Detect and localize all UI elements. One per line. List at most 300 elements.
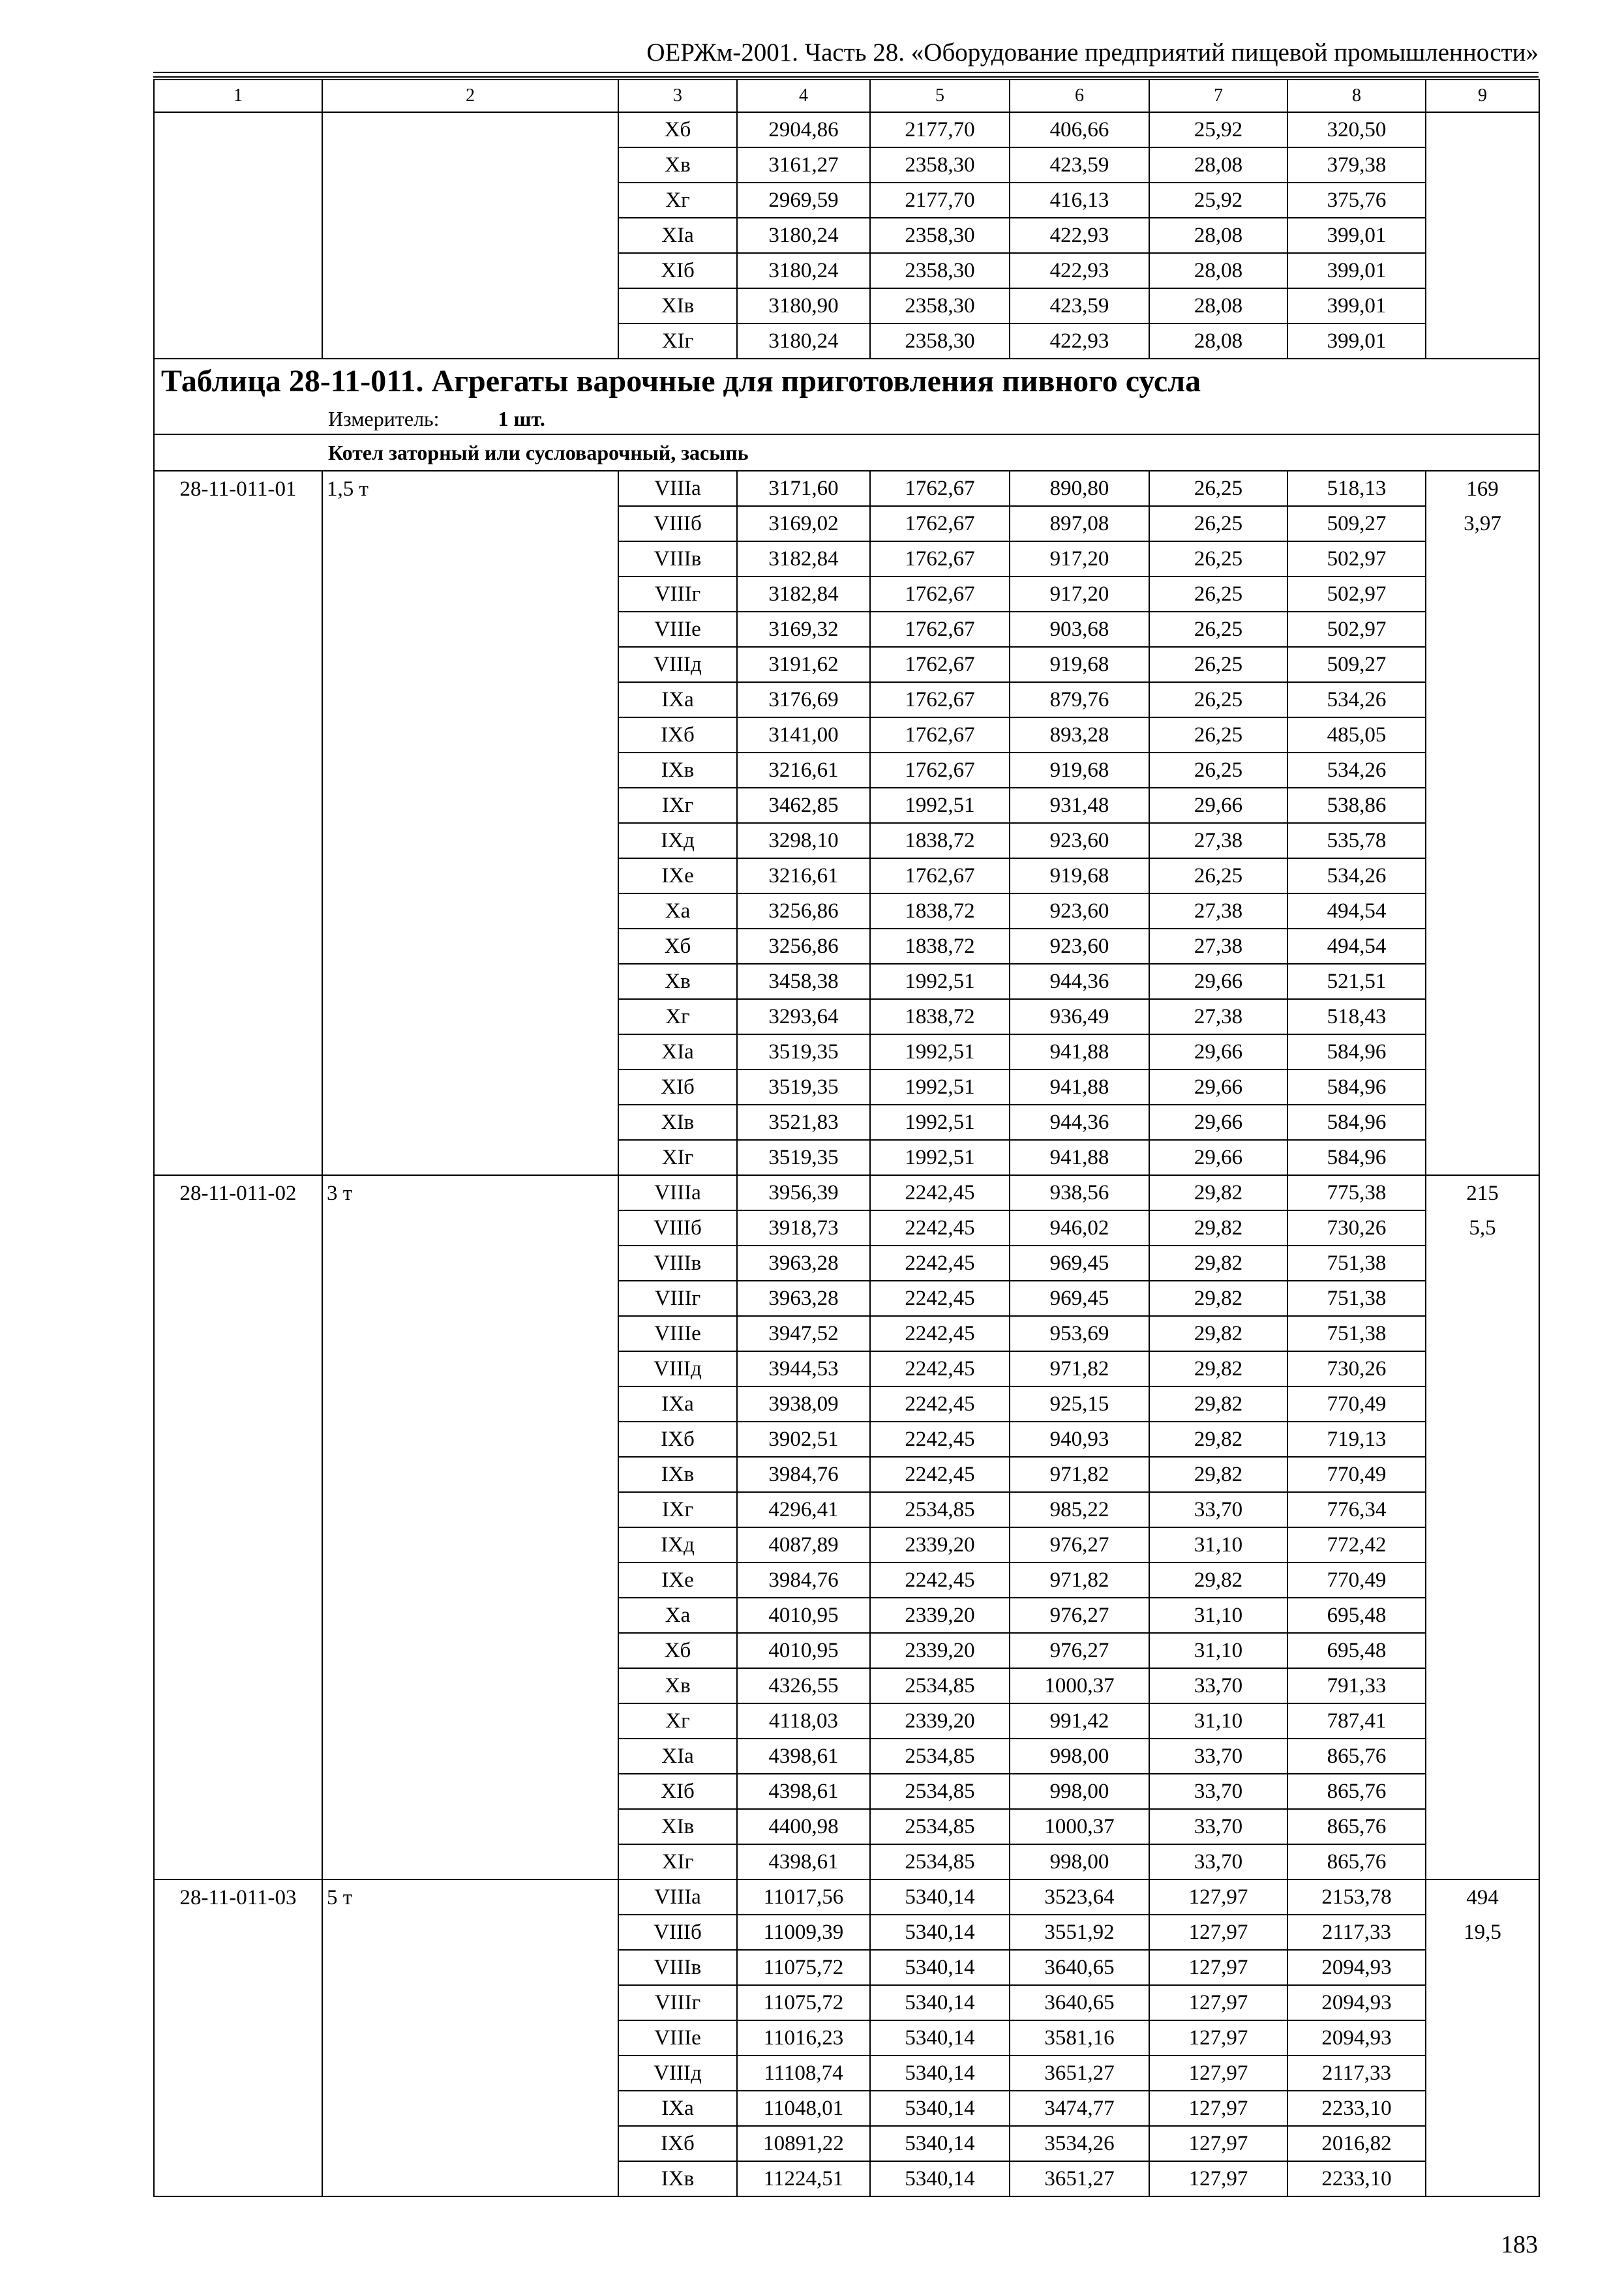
col9-cell: [1426, 1985, 1539, 2020]
value-cell: 509,27: [1287, 506, 1426, 541]
value-cell: 28,08: [1149, 218, 1287, 253]
value-cell: 406,66: [1010, 112, 1149, 147]
value-cell: IХб: [618, 717, 737, 753]
table-row: [154, 823, 1539, 858]
value-cell: VIIIб: [618, 1210, 737, 1246]
value-cell: 26,25: [1149, 576, 1287, 612]
measure-cell: [154, 404, 1539, 434]
value-cell: 29,66: [1149, 964, 1287, 999]
code-cell: [154, 253, 322, 288]
value-cell: 998,00: [1010, 1774, 1149, 1809]
value-cell: 2339,20: [870, 1527, 1010, 1563]
value-cell: 29,66: [1149, 1070, 1287, 1105]
value-cell: 1762,67: [870, 612, 1010, 647]
value-cell: 998,00: [1010, 1739, 1149, 1774]
col9-cell: [1426, 858, 1539, 893]
desc-cell: [322, 1668, 618, 1703]
col9-cell: [1426, 1739, 1539, 1774]
code-cell: [154, 929, 322, 964]
value-cell: 33,70: [1149, 1492, 1287, 1527]
value-cell: 695,48: [1287, 1633, 1426, 1668]
code-cell: [154, 1668, 322, 1703]
measure-row: [154, 404, 1539, 434]
value-cell: 538,86: [1287, 788, 1426, 823]
value-cell: 3171,60: [737, 471, 870, 506]
table-row: [154, 1351, 1539, 1386]
col9-cell: 3,97: [1426, 506, 1539, 541]
value-cell: 936,49: [1010, 999, 1149, 1034]
value-cell: 26,25: [1149, 612, 1287, 647]
value-cell: 423,59: [1010, 147, 1149, 183]
value-cell: 2358,30: [870, 253, 1010, 288]
desc-cell: [322, 1457, 618, 1492]
value-cell: 26,25: [1149, 717, 1287, 753]
value-cell: 879,76: [1010, 682, 1149, 717]
code-cell: [154, 1774, 322, 1809]
value-cell: 534,26: [1287, 753, 1426, 788]
value-cell: 3519,35: [737, 1140, 870, 1175]
value-cell: IХб: [618, 1422, 737, 1457]
col9-cell: 19,5: [1426, 1915, 1539, 1950]
value-cell: 946,02: [1010, 1210, 1149, 1246]
value-cell: 2242,45: [870, 1422, 1010, 1457]
value-cell: 11017,56: [737, 1879, 870, 1915]
value-cell: 971,82: [1010, 1351, 1149, 1386]
desc-cell: [322, 1739, 618, 1774]
table-row: [154, 682, 1539, 717]
column-number-cell: 5: [870, 80, 1010, 112]
value-cell: VIIIв: [618, 1950, 737, 1985]
value-cell: Хб: [618, 929, 737, 964]
value-cell: 3521,83: [737, 1105, 870, 1140]
value-cell: 31,10: [1149, 1527, 1287, 1563]
desc-cell: [322, 964, 618, 999]
code-cell: [154, 1140, 322, 1175]
value-cell: 923,60: [1010, 823, 1149, 858]
value-cell: IХа: [618, 682, 737, 717]
value-cell: 2534,85: [870, 1739, 1010, 1774]
code-cell: [154, 823, 322, 858]
desc-cell: 3 т: [322, 1175, 618, 1210]
value-cell: 3216,61: [737, 753, 870, 788]
value-cell: 940,93: [1010, 1422, 1149, 1457]
value-cell: 3984,76: [737, 1563, 870, 1598]
value-cell: IХд: [618, 1527, 737, 1563]
value-cell: 127,97: [1149, 1879, 1287, 1915]
desc-cell: [322, 858, 618, 893]
value-cell: 2233,10: [1287, 2161, 1426, 2196]
value-cell: 28,08: [1149, 288, 1287, 323]
code-cell: [154, 1985, 322, 2020]
value-cell: 584,96: [1287, 1070, 1426, 1105]
value-cell: 2242,45: [870, 1563, 1010, 1598]
col9-cell: [1426, 112, 1539, 147]
value-cell: 890,80: [1010, 471, 1149, 506]
col9-cell: 169: [1426, 471, 1539, 506]
col9-cell: [1426, 1774, 1539, 1809]
value-cell: VIIIв: [618, 541, 737, 576]
value-cell: 127,97: [1149, 2020, 1287, 2056]
value-cell: 2177,70: [870, 112, 1010, 147]
value-cell: Хв: [618, 964, 737, 999]
code-cell: [154, 288, 322, 323]
value-cell: 2242,45: [870, 1316, 1010, 1351]
value-cell: VIIIг: [618, 1281, 737, 1316]
value-cell: 730,26: [1287, 1351, 1426, 1386]
value-cell: IХа: [618, 2091, 737, 2126]
value-cell: 3180,24: [737, 218, 870, 253]
value-cell: 1838,72: [870, 893, 1010, 929]
value-cell: 29,82: [1149, 1316, 1287, 1351]
value-cell: 1762,67: [870, 471, 1010, 506]
value-cell: 27,38: [1149, 823, 1287, 858]
value-cell: 3182,84: [737, 576, 870, 612]
value-cell: 775,38: [1287, 1175, 1426, 1210]
value-cell: 865,76: [1287, 1844, 1426, 1879]
value-cell: 1992,51: [870, 1070, 1010, 1105]
desc-cell: [322, 1703, 618, 1739]
value-cell: 379,38: [1287, 147, 1426, 183]
value-cell: 3169,02: [737, 506, 870, 541]
col9-cell: [1426, 929, 1539, 964]
value-cell: VIIIд: [618, 647, 737, 682]
table-row: [154, 1527, 1539, 1563]
value-cell: 2117,33: [1287, 1915, 1426, 1950]
table-row: [154, 1316, 1539, 1351]
value-cell: 3944,53: [737, 1351, 870, 1386]
value-cell: 26,25: [1149, 471, 1287, 506]
col9-cell: [1426, 1809, 1539, 1844]
code-cell: [154, 1527, 322, 1563]
value-cell: IХб: [618, 2126, 737, 2161]
table-row: [154, 288, 1539, 323]
desc-cell: [322, 753, 618, 788]
value-cell: 1838,72: [870, 999, 1010, 1034]
desc-cell: [322, 1140, 618, 1175]
col9-cell: [1426, 682, 1539, 717]
code-cell: [154, 1386, 322, 1422]
value-cell: 772,42: [1287, 1527, 1426, 1563]
code-cell: [154, 576, 322, 612]
value-cell: 4010,95: [737, 1598, 870, 1633]
value-cell: 3519,35: [737, 1034, 870, 1070]
value-cell: 770,49: [1287, 1457, 1426, 1492]
desc-cell: [322, 1105, 618, 1140]
table-row: [154, 2020, 1539, 2056]
subheading-row: [154, 434, 1539, 471]
value-cell: VIIIд: [618, 2056, 737, 2091]
col9-cell: [1426, 147, 1539, 183]
desc-cell: [322, 1844, 618, 1879]
value-cell: 584,96: [1287, 1140, 1426, 1175]
value-cell: 27,38: [1149, 929, 1287, 964]
code-cell: 28-11-011-02: [154, 1175, 322, 1210]
code-cell: [154, 753, 322, 788]
code-cell: [154, 218, 322, 253]
table-row: [154, 1703, 1539, 1739]
value-cell: 1000,37: [1010, 1809, 1149, 1844]
value-cell: 11108,74: [737, 2056, 870, 2091]
value-cell: 3984,76: [737, 1457, 870, 1492]
value-cell: 3956,39: [737, 1175, 870, 1210]
value-cell: 31,10: [1149, 1633, 1287, 1668]
table-row: [154, 1774, 1539, 1809]
value-cell: ХIг: [618, 1140, 737, 1175]
table-row: [154, 183, 1539, 218]
value-cell: 1992,51: [870, 1140, 1010, 1175]
value-cell: 33,70: [1149, 1739, 1287, 1774]
desc-cell: [322, 1598, 618, 1633]
value-cell: 3523,64: [1010, 1879, 1149, 1915]
col9-cell: [1426, 1386, 1539, 1422]
value-cell: 923,60: [1010, 929, 1149, 964]
code-cell: [154, 1950, 322, 1985]
col9-cell: [1426, 1633, 1539, 1668]
value-cell: 3474,77: [1010, 2091, 1149, 2126]
value-cell: 4326,55: [737, 1668, 870, 1703]
value-cell: 5340,14: [870, 1915, 1010, 1950]
table-row: [154, 858, 1539, 893]
value-cell: ХIг: [618, 1844, 737, 1879]
col9-cell: [1426, 964, 1539, 999]
value-cell: 865,76: [1287, 1809, 1426, 1844]
col9-cell: [1426, 253, 1539, 288]
value-cell: 3519,35: [737, 1070, 870, 1105]
desc-cell: [322, 1527, 618, 1563]
value-cell: 917,20: [1010, 541, 1149, 576]
value-cell: 399,01: [1287, 288, 1426, 323]
value-cell: 3963,28: [737, 1246, 870, 1281]
value-cell: 25,92: [1149, 183, 1287, 218]
desc-cell: [322, 682, 618, 717]
value-cell: 26,25: [1149, 541, 1287, 576]
table-row: [154, 253, 1539, 288]
value-cell: 971,82: [1010, 1563, 1149, 1598]
value-cell: 3947,52: [737, 1316, 870, 1351]
value-cell: 751,38: [1287, 1246, 1426, 1281]
value-cell: 2242,45: [870, 1386, 1010, 1422]
desc-cell: [322, 1809, 618, 1844]
value-cell: 4398,61: [737, 1739, 870, 1774]
value-cell: 5340,14: [870, 2020, 1010, 2056]
table-row: [154, 999, 1539, 1034]
value-cell: 971,82: [1010, 1457, 1149, 1492]
value-cell: 730,26: [1287, 1210, 1426, 1246]
value-cell: 1992,51: [870, 964, 1010, 999]
value-cell: VIIIе: [618, 1316, 737, 1351]
desc-cell: [322, 929, 618, 964]
value-cell: 2242,45: [870, 1351, 1010, 1386]
value-cell: 375,76: [1287, 183, 1426, 218]
value-cell: 3216,61: [737, 858, 870, 893]
value-cell: 535,78: [1287, 823, 1426, 858]
code-cell: [154, 147, 322, 183]
table-row: [154, 647, 1539, 682]
desc-cell: [322, 1492, 618, 1527]
value-cell: IХв: [618, 2161, 737, 2196]
value-cell: 127,97: [1149, 2091, 1287, 2126]
value-cell: 494,54: [1287, 929, 1426, 964]
value-cell: 11075,72: [737, 1950, 870, 1985]
code-cell: [154, 2056, 322, 2091]
value-cell: 2358,30: [870, 147, 1010, 183]
value-cell: 925,15: [1010, 1386, 1149, 1422]
value-cell: 33,70: [1149, 1844, 1287, 1879]
measure-value: 1 шт.: [498, 407, 545, 430]
column-number-cell: 6: [1010, 80, 1149, 112]
code-cell: [154, 2020, 322, 2056]
value-cell: 584,96: [1287, 1105, 1426, 1140]
col9-cell: [1426, 2056, 1539, 2091]
value-cell: 502,97: [1287, 576, 1426, 612]
value-cell: 941,88: [1010, 1070, 1149, 1105]
desc-cell: [322, 147, 618, 183]
value-cell: 865,76: [1287, 1739, 1426, 1774]
code-cell: [154, 612, 322, 647]
value-cell: 29,82: [1149, 1175, 1287, 1210]
value-cell: 3534,26: [1010, 2126, 1149, 2161]
value-cell: 3902,51: [737, 1422, 870, 1457]
value-cell: IХг: [618, 788, 737, 823]
value-cell: ХIг: [618, 323, 737, 359]
value-cell: VIIIб: [618, 1915, 737, 1950]
value-cell: 29,82: [1149, 1422, 1287, 1457]
col9-cell: [1426, 1140, 1539, 1175]
value-cell: 770,49: [1287, 1386, 1426, 1422]
table-row: [154, 1457, 1539, 1492]
value-cell: 422,93: [1010, 323, 1149, 359]
code-cell: [154, 323, 322, 359]
value-cell: 3651,27: [1010, 2056, 1149, 2091]
value-cell: 2534,85: [870, 1492, 1010, 1527]
value-cell: 494,54: [1287, 893, 1426, 929]
value-cell: ХIа: [618, 1034, 737, 1070]
value-cell: 2534,85: [870, 1774, 1010, 1809]
value-cell: 865,76: [1287, 1774, 1426, 1809]
value-cell: 127,97: [1149, 2126, 1287, 2161]
code-cell: [154, 1105, 322, 1140]
value-cell: 695,48: [1287, 1598, 1426, 1633]
value-cell: Хв: [618, 147, 737, 183]
table-row: [154, 893, 1539, 929]
col9-cell: [1426, 1070, 1539, 1105]
value-cell: 2117,33: [1287, 2056, 1426, 2091]
col9-cell: [1426, 323, 1539, 359]
code-cell: [154, 1034, 322, 1070]
table-row: [154, 964, 1539, 999]
value-cell: 1992,51: [870, 1034, 1010, 1070]
col9-cell: [1426, 1527, 1539, 1563]
subheading: Котел заторный или сусловарочный, засыпь: [154, 434, 1539, 471]
table-row: [154, 1175, 1539, 1210]
desc-cell: [322, 1950, 618, 1985]
table-row: [154, 788, 1539, 823]
desc-cell: [322, 2126, 618, 2161]
value-cell: 923,60: [1010, 893, 1149, 929]
code-cell: [154, 647, 322, 682]
col9-cell: [1426, 1351, 1539, 1386]
table-row: [154, 2056, 1539, 2091]
desc-cell: [322, 1774, 618, 1809]
value-cell: 31,10: [1149, 1703, 1287, 1739]
desc-cell: [322, 1915, 618, 1950]
value-cell: 2358,30: [870, 218, 1010, 253]
value-cell: ХIв: [618, 288, 737, 323]
value-cell: Хг: [618, 1703, 737, 1739]
table-row: [154, 1246, 1539, 1281]
table-row: [154, 1950, 1539, 1985]
column-number-cell: 2: [322, 80, 618, 112]
value-cell: IХг: [618, 1492, 737, 1527]
value-cell: 534,26: [1287, 858, 1426, 893]
col9-cell: [1426, 1422, 1539, 1457]
value-cell: Хб: [618, 1633, 737, 1668]
value-cell: 917,20: [1010, 576, 1149, 612]
value-cell: 4296,41: [737, 1492, 870, 1527]
code-cell: [154, 1246, 322, 1281]
value-cell: 976,27: [1010, 1598, 1149, 1633]
table-row: [154, 2091, 1539, 2126]
value-cell: 953,69: [1010, 1316, 1149, 1351]
table-row: [154, 1915, 1539, 1950]
table-row: [154, 1140, 1539, 1175]
column-number-cell: 9: [1426, 80, 1539, 112]
value-cell: 1992,51: [870, 788, 1010, 823]
code-cell: [154, 1281, 322, 1316]
value-cell: 976,27: [1010, 1527, 1149, 1563]
col9-cell: [1426, 893, 1539, 929]
column-number-cell: 8: [1287, 80, 1426, 112]
code-cell: [154, 1563, 322, 1598]
value-cell: VIIIд: [618, 1351, 737, 1386]
value-cell: 3551,92: [1010, 1915, 1149, 1950]
value-cell: 416,13: [1010, 183, 1149, 218]
code-cell: [154, 964, 322, 999]
value-cell: 518,43: [1287, 999, 1426, 1034]
value-cell: 1992,51: [870, 1105, 1010, 1140]
table-row: [154, 1034, 1539, 1070]
code-cell: [154, 541, 322, 576]
value-cell: 2242,45: [870, 1457, 1010, 1492]
col9-cell: [1426, 1105, 1539, 1140]
value-cell: 25,92: [1149, 112, 1287, 147]
table-row: [154, 1563, 1539, 1598]
value-cell: 3963,28: [737, 1281, 870, 1316]
value-cell: 4087,89: [737, 1527, 870, 1563]
col9-cell: [1426, 2161, 1539, 2196]
value-cell: 26,25: [1149, 682, 1287, 717]
table-row: [154, 506, 1539, 541]
value-cell: 2242,45: [870, 1175, 1010, 1210]
value-cell: ХIв: [618, 1809, 737, 1844]
value-cell: 28,08: [1149, 323, 1287, 359]
value-cell: 11224,51: [737, 2161, 870, 2196]
value-cell: 1838,72: [870, 823, 1010, 858]
value-cell: 399,01: [1287, 253, 1426, 288]
value-cell: 941,88: [1010, 1034, 1149, 1070]
value-cell: ХIб: [618, 253, 737, 288]
desc-cell: [322, 647, 618, 682]
value-cell: 787,41: [1287, 1703, 1426, 1739]
value-cell: 31,10: [1149, 1598, 1287, 1633]
table-row: [154, 323, 1539, 359]
value-cell: 751,38: [1287, 1316, 1426, 1351]
col9-cell: [1426, 541, 1539, 576]
table-row: [154, 1386, 1539, 1422]
desc-cell: [322, 1034, 618, 1070]
value-cell: 2094,93: [1287, 2020, 1426, 2056]
value-cell: 903,68: [1010, 612, 1149, 647]
